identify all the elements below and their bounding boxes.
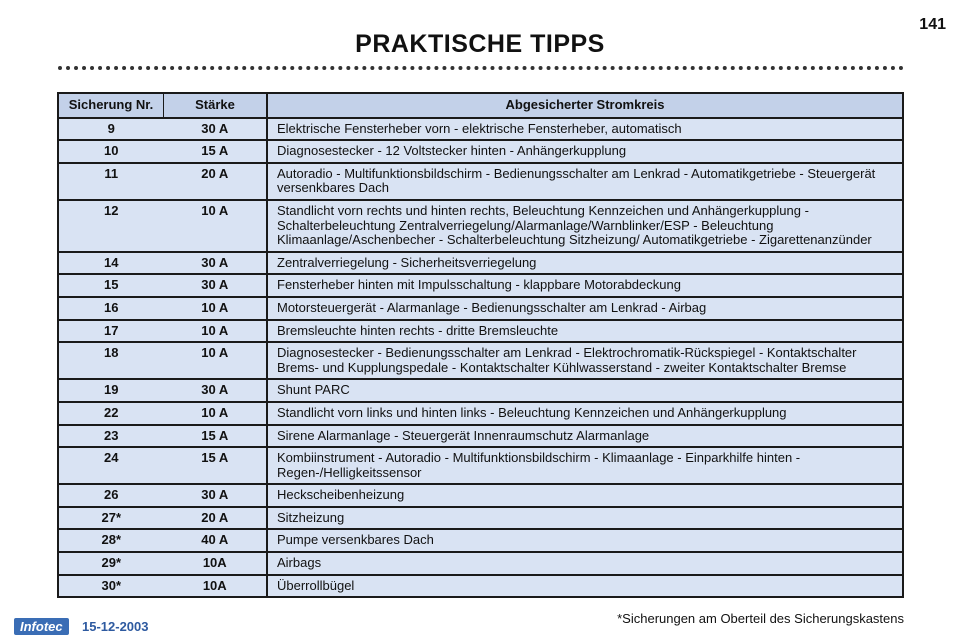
table-row xyxy=(58,118,903,141)
table-row xyxy=(58,425,903,448)
table-row xyxy=(58,200,903,252)
fuse-rating-cell: 10 A xyxy=(164,200,268,252)
table-row xyxy=(58,447,903,484)
circuit-description-cell: Airbags xyxy=(267,552,903,575)
fuse-number-cell: 24 xyxy=(58,447,164,484)
table-header-row xyxy=(58,93,903,118)
fuse-rating-cell: 15 A xyxy=(164,447,268,484)
infotec-logo: Infotec xyxy=(14,618,69,635)
column-header-circuit: Abgesicherter Stromkreis xyxy=(267,93,903,118)
circuit-description-cell: Elektrische Fensterheber vorn - elektrische Fensterheber, automatisch xyxy=(267,118,903,141)
fuse-number-cell: 11 xyxy=(58,163,164,200)
footer-date: 15-12-2003 xyxy=(82,619,149,634)
page-number: 141 xyxy=(919,16,946,33)
table-row xyxy=(58,507,903,530)
fuse-number-cell: 14 xyxy=(58,252,164,275)
fuse-rating-cell: 10 A xyxy=(164,342,268,379)
circuit-description-cell: Standlicht vorn rechts und hinten rechts, Beleuchtung Kennzeichen und Anhängerkupplung - Schalterbeleuchtung Zentralverriegelung/Alarmanlage/Warnblinker/ESP - Beleuchtung Klimaanlage/Aschenbecher - Schalterbeleuchtung Sitzheizung/ Automatikgetriebe - Zigarettenanzünder xyxy=(267,200,903,252)
table-body xyxy=(58,118,903,598)
footnote: *Sicherungen am Oberteil des Sicherungskastens xyxy=(617,611,904,626)
circuit-description-cell: Diagnosestecker - 12 Voltstecker hinten - Anhängerkupplung xyxy=(267,140,903,163)
table-row xyxy=(58,163,903,200)
fuse-rating-cell: 10A xyxy=(164,575,268,598)
fuse-number-cell: 18 xyxy=(58,342,164,379)
fuse-number-cell: 17 xyxy=(58,320,164,343)
fuse-number-cell: 27* xyxy=(58,507,164,530)
page-title: PRAKTISCHE TIPPS xyxy=(355,30,605,58)
fuse-number-cell: 22 xyxy=(58,402,164,425)
circuit-description-cell: Kombiinstrument - Autoradio - Multifunktionsbildschirm - Klimaanlage - Einparkhilfe hinten - Regen-/Helligkeitssensor xyxy=(267,447,903,484)
table-row xyxy=(58,379,903,402)
fuse-rating-cell: 20 A xyxy=(164,507,268,530)
fuse-rating-cell: 30 A xyxy=(164,484,268,507)
circuit-description-cell: Heckscheibenheizung xyxy=(267,484,903,507)
circuit-description-cell: Standlicht vorn links und hinten links - Beleuchtung Kennzeichen und Anhängerkupplung xyxy=(267,402,903,425)
fuse-rating-cell: 15 A xyxy=(164,140,268,163)
circuit-description-cell: Autoradio - Multifunktionsbildschirm - Bedienungsschalter am Lenkrad - Automatikgetriebe - Steuergerät versenkbares Dach xyxy=(267,163,903,200)
table-row xyxy=(58,297,903,320)
fuse-rating-cell: 20 A xyxy=(164,163,268,200)
table-row xyxy=(58,342,903,379)
circuit-description-cell: Bremsleuchte hinten rechts - dritte Bremsleuchte xyxy=(267,320,903,343)
fuse-rating-cell: 10 A xyxy=(164,297,268,320)
fuse-rating-cell: 40 A xyxy=(164,529,268,552)
fuse-rating-cell: 30 A xyxy=(164,118,268,141)
fuse-number-cell: 9 xyxy=(58,118,164,141)
table-row xyxy=(58,252,903,275)
fuse-number-cell: 15 xyxy=(58,274,164,297)
fuse-number-cell: 23 xyxy=(58,425,164,448)
table-row xyxy=(58,402,903,425)
circuit-description-cell: Fensterheber hinten mit Impulsschaltung - klappbare Motorabdeckung xyxy=(267,274,903,297)
fuse-rating-cell: 30 A xyxy=(164,252,268,275)
fuse-table xyxy=(57,92,904,598)
fuse-number-cell: 29* xyxy=(58,552,164,575)
circuit-description-cell: Diagnosestecker - Bedienungsschalter am Lenkrad - Elektrochromatik-Rückspiegel - Kontaktschalter Brems- und Kupplungspedale - Kontaktschalter Kühlwasserstand - zweiter Kontaktschalter Bremse xyxy=(267,342,903,379)
fuse-number-cell: 16 xyxy=(58,297,164,320)
table-row xyxy=(58,484,903,507)
fuse-number-cell: 10 xyxy=(58,140,164,163)
circuit-description-cell: Pumpe versenkbares Dach xyxy=(267,529,903,552)
fuse-number-cell: 12 xyxy=(58,200,164,252)
column-header-rating: Stärke xyxy=(164,93,268,118)
dotted-divider xyxy=(58,66,904,70)
circuit-description-cell: Überrollbügel xyxy=(267,575,903,598)
fuse-rating-cell: 30 A xyxy=(164,274,268,297)
fuse-number-cell: 26 xyxy=(58,484,164,507)
table-row xyxy=(58,320,903,343)
table-row xyxy=(58,274,903,297)
circuit-description-cell: Sitzheizung xyxy=(267,507,903,530)
fuse-number-cell: 19 xyxy=(58,379,164,402)
column-header-fuse-number: Sicherung Nr. xyxy=(58,93,164,118)
table-row xyxy=(58,140,903,163)
fuse-rating-cell: 10 A xyxy=(164,402,268,425)
fuse-number-cell: 28* xyxy=(58,529,164,552)
fuse-rating-cell: 10A xyxy=(164,552,268,575)
fuse-rating-cell: 30 A xyxy=(164,379,268,402)
circuit-description-cell: Sirene Alarmanlage - Steuergerät Innenraumschutz Alarmanlage xyxy=(267,425,903,448)
table-row xyxy=(58,529,903,552)
table-row xyxy=(58,575,903,598)
table-row xyxy=(58,552,903,575)
fuse-number-cell: 30* xyxy=(58,575,164,598)
fuse-rating-cell: 10 A xyxy=(164,320,268,343)
circuit-description-cell: Zentralverriegelung - Sicherheitsverriegelung xyxy=(267,252,903,275)
circuit-description-cell: Motorsteuergerät - Alarmanlage - Bedienungsschalter am Lenkrad - Airbag xyxy=(267,297,903,320)
circuit-description-cell: Shunt PARC xyxy=(267,379,903,402)
fuse-rating-cell: 15 A xyxy=(164,425,268,448)
